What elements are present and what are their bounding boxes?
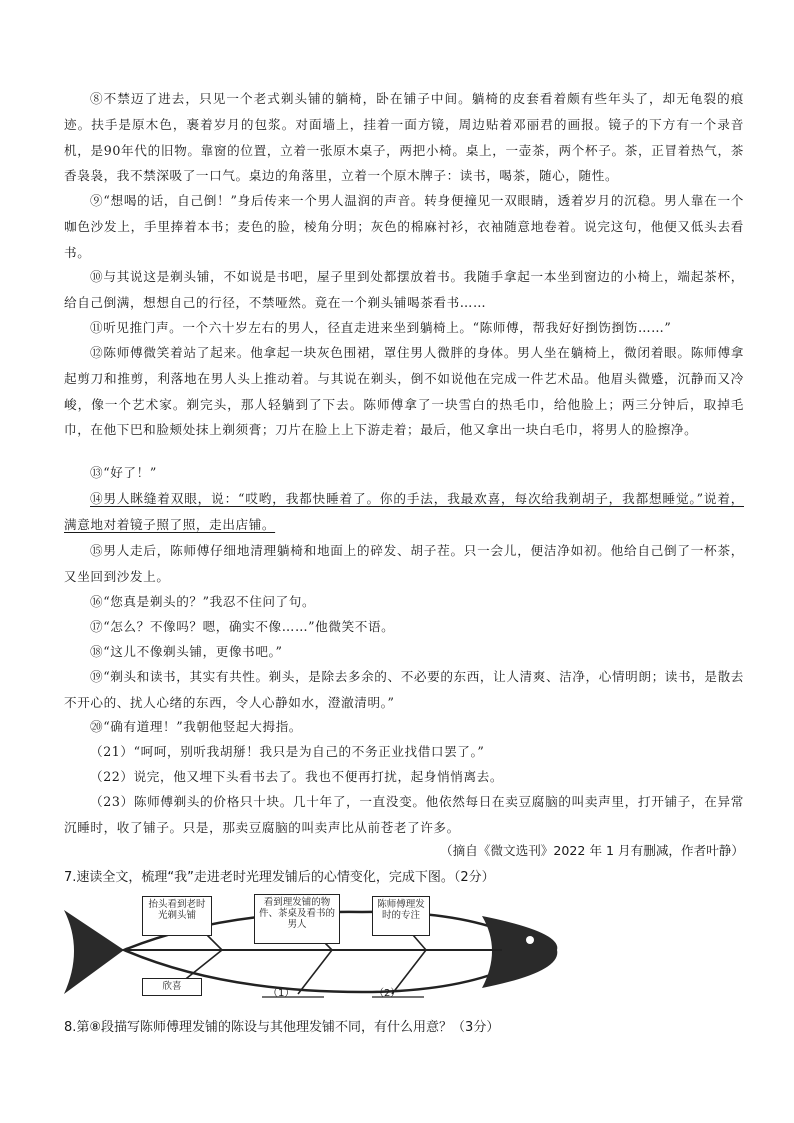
fishbone-box-3: 陈师傅理发时的专注: [372, 896, 430, 936]
fishbone-box-2: 看到理发铺的物件、茶桌及看书的男人: [254, 894, 340, 944]
fishbone-blank-1: （1）: [268, 988, 295, 999]
paragraph-15: ⑮男人走后，陈师傅仔细地清理躺椅和地面上的碎发、胡子茬。只一会儿，便洁净如初。他给自己倒了一杯茶，又坐回到沙发上。: [64, 543, 744, 584]
paragraph-14-underlined: ⑭男人眯缝着双眼，说：“哎哟，我都快睡着了。你的手法，我最欢喜，每次给我剃胡子，我都想睡觉。”说着，满意地对着镜子照了照，走出店铺。: [64, 491, 744, 532]
paragraph-23: （23）陈师傅剃头的价格只十块。几十年了，一直没变。他依然每日在卖豆腐脑的叫卖声里，打开铺子，在异常沉睡时，收了铺子。只是，那卖豆腐脑的叫卖声比从前苍老了许多。: [64, 794, 744, 835]
paragraph-22: （22）说完，他又埋下头看书去了。我也不便再打扰，起身悄悄离去。: [90, 769, 504, 784]
paragraph-20: ⑳“确有道理！”我朝他竖起大拇指。: [90, 719, 302, 734]
paragraph-17: ⑰“怎么？不像吗？嗯，确实不像……”他微笑不语。: [90, 619, 395, 634]
paragraph-16: ⑯“您真是剃头的？”我忍不住问了句。: [90, 594, 316, 609]
paragraph-21: （21）“呵呵，别听我胡掰！我只是为自己的不务正业找借口罢了。”: [90, 744, 485, 759]
fishbone-blank-2: （2）: [374, 988, 401, 999]
question-7: 7.速读全文，梳理“我”走进老时光理发铺后的心情变化，完成下图。（2分）: [64, 870, 495, 885]
paragraph-19: ⑲“剃头和读书，其实有共性。剃头，是除去多余的、不必要的东西，让人清爽、洁净，心情明朗；读书，是散去不开心的、扰人心绪的东西，令人心静如水，澄澈清明。”: [64, 669, 744, 710]
paragraph-8: ⑧不禁迈了进去，只见一个老式剃头铺的躺椅，卧在铺子中间。躺椅的皮套看着颇有些年头了，却无龟裂的痕迹。扶手是原木色，裹着岁月的包浆。对面墙上，挂着一面方镜，周边贴着邓丽君的画报。镜子的下方有一个录音机，是90年代的旧物。靠窗的位置，立着一张原木桌子，两把小椅。桌上，一壶茶，两个杯子。茶，正冒着热气，茶香袅袅，我不禁深吸了一口气。桌边的角落里，立着一个原木牌子：读书，喝茶，随心，随性。: [64, 91, 744, 184]
question-8: 8.第⑧段描写陈师傅理发铺的陈设与其他理发铺不同，有什么用意？（3分）: [64, 1020, 500, 1035]
paragraph-9: ⑨“想喝的话，自己倒！”身后传来一个男人温润的声音。转身便撞见一双眼睛，透着岁月的沉稳。男人靠在一个咖色沙发上，手里捧着本书；麦色的脸，棱角分明；灰色的棉麻衬衫，衣袖随意地卷着。说完这句，他便又低头去看书。: [64, 193, 744, 260]
paragraph-12: ⑫陈师傅微笑着站了起来。他拿起一块灰色围裙，罩住男人微胖的身体。男人坐在躺椅上，微闭着眼。陈师傅拿起剪刀和推剪，利落地在男人头上推动着。与其说在剃头，倒不如说他在完成一件艺术品。他眉头微蹙，沉静而又冷峻，像一个艺术家。剃完头，那人轻躺到了下去。陈师傅拿了一块雪白的热毛巾，给他脸上；两三分钟后，取掉毛巾，在他下巴和脸颊处抹上剃须膏；刀片在脸上上下游走着；最后，他又拿出一块白毛巾，将男人的脸擦净。: [64, 345, 744, 438]
source-citation: （摘自《微文选刊》2022 年 1 月有删减，作者叶静）: [440, 843, 744, 858]
fishbone-label-happy: 欣喜: [142, 978, 202, 996]
paragraph-11: ⑪听见推门声。一个六十岁左右的男人，径直走进来坐到躺椅上。“陈师傅，帮我好好捯饬捯饬……”: [90, 320, 672, 335]
fishbone-box-1: 抬头看到老时光剃头铺: [142, 896, 212, 936]
paragraph-10: ⑩与其说这是剃头铺，不如说是书吧，屋子里到处都摆放着书。我随手拿起一本坐到窗边的小椅上，端起茶杯，给自己倒满，想想自己的行径，不禁哑然。竟在一个剃头铺喝茶看书……: [64, 269, 744, 310]
paragraph-13: ⑬“好了！”: [90, 465, 157, 480]
fishbone-diagram: [62, 892, 562, 1010]
paragraph-18: ⑱“这儿不像剃头铺，更像书吧。”: [90, 644, 283, 659]
